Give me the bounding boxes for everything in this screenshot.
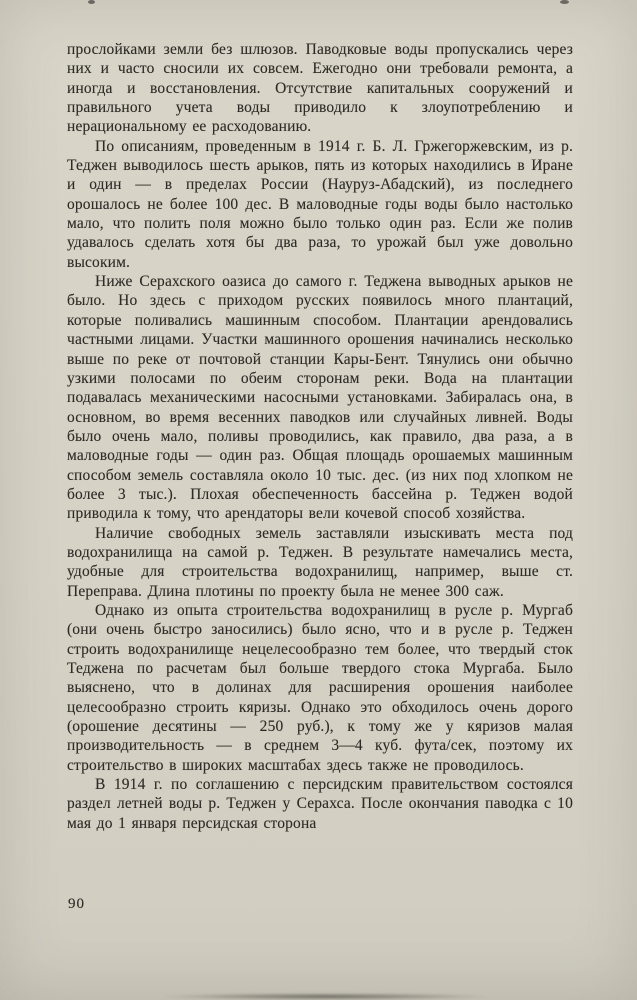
scan-smudge xyxy=(160,993,490,1000)
scan-speck xyxy=(88,0,95,4)
paragraph-5: Однако из опыта строительства водохранилищ в русле р. Мургаб (они очень быстро заносились) было ясно, что и в русле р. Теджен строить водохранилище нецелесообразно тем более, что твердый сток Теджена по расчетам был больше твердого стока Мургаба. Было выяснено, что в долинах для расширения орошения наиболее целесообразно строить кяризы. Однако это обходилось очень дорого (орошение десятины — 250 руб.), к тому же у кяризов малая производительность — в среднем 3—4 куб. фута/сек, поэтому их строительство в широких масштабах здесь также не проводилось. xyxy=(67,601,573,774)
paragraph-3: Ниже Серахского оазиса до самого г. Теджена выводных арыков не было. Но здесь с приходом русских появилось много плантаций, которые поливались машинным способом. Плантации арендовались частными лицами. Участки машинного орошения начинались несколько выше по реке от почтовой станции Кары-Бент. Тянулись они обычно узкими полосами по обеим сторонам реки. Вода на плантации подавалась механическими насосными установками. Забиралась она, в основном, во время весенних паводков или случайных ливней. Воды было очень мало, поливы проводились, как правило, два раза, а в маловодные годы — один раз. Общая площадь орошаемых машинным способом земель составляла около 10 тыс. дес. (из них под хлопком не более 3 тыс.). Плохая обеспеченность бассейна р. Теджен водой приводила к тому, что арендаторы вели кочевой способ хозяйства. xyxy=(67,273,573,523)
text-column xyxy=(67,40,573,833)
paragraph-4: Наличие свободных земель заставляли изыскивать места под водохранилища на самой р. Теджен. В результате намечались места, удобные для строительства водохранилищ, например, выше ст. Переправа. Длина плотины по проекту была не менее 300 саж. xyxy=(67,524,573,600)
paragraph-6: В 1914 г. по соглашению с персидским правительством состоялся раздел летней воды р. Теджен у Серахса. После окончания паводка с 10 мая до 1 января персидская сторона xyxy=(67,776,573,832)
page-number: 90 xyxy=(68,896,85,912)
scan-speck xyxy=(560,0,569,4)
paragraph-1: прослойками земли без шлюзов. Паводковые воды пропускались через них и часто сносили их совсем. Ежегодно они требовали ремонта, а иногда и восстановления. Отсутствие капитальных сооружений и правильного учета воды приводило к злоупотреблению и нерациональному ее расходованию. xyxy=(67,41,573,136)
paragraph-2: По описаниям, проведенным в 1914 г. Б. Л. Гржегоржевским, из р. Теджен выводилось шесть арыков, пять из которых находились в Иране и один — в пределах России (Науруз-Абадский), из последнего орошалось не более 100 дес. В маловодные годы воды было настолько мало, что полить поля можно было только один раз. Если же полив удавалось сделать хотя бы два раза, то урожай был уже довольно высоким. xyxy=(67,137,573,271)
